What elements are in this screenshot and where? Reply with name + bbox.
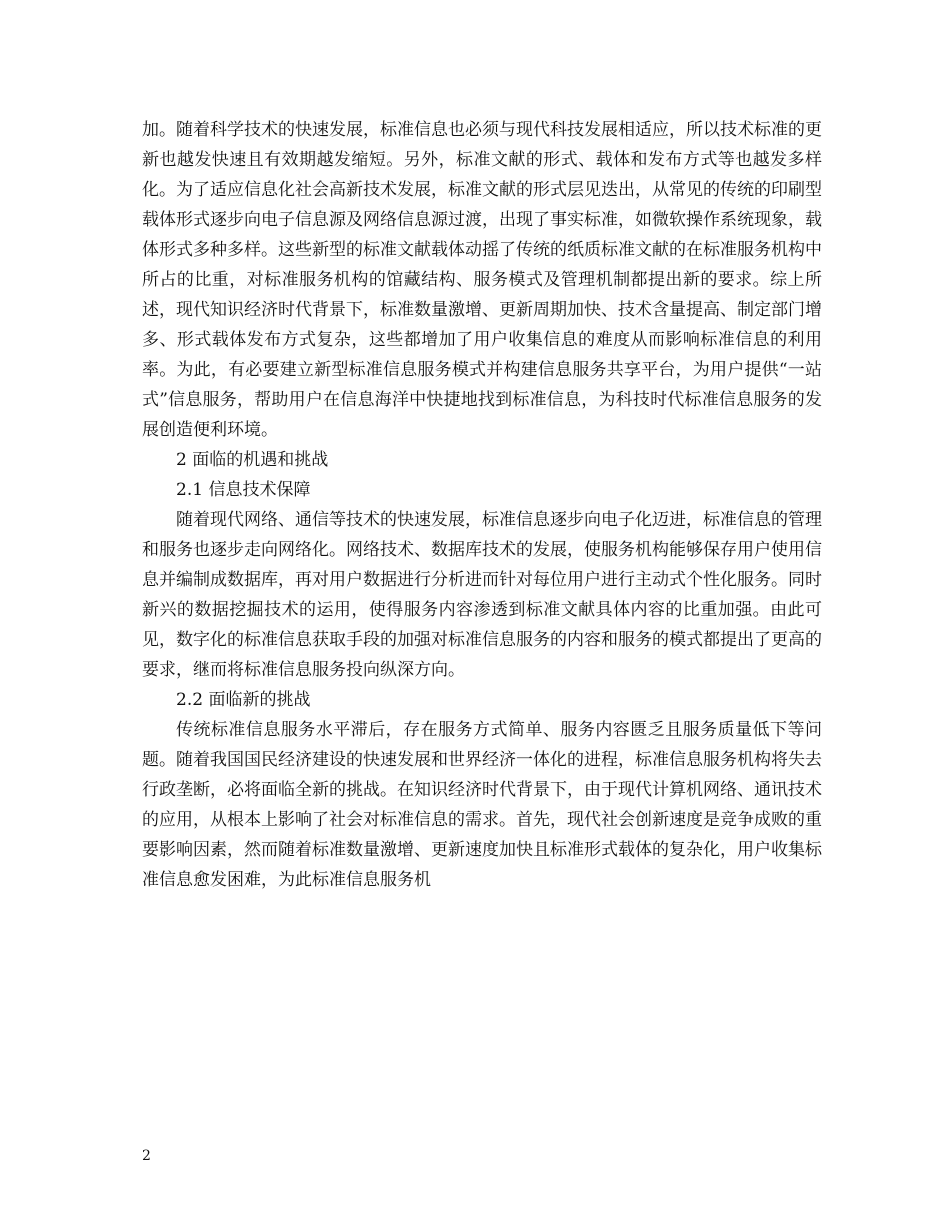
paragraph-information-technology: 随着现代网络、通信等技术的快速发展，标准信息逐步向电子化迈进，标准信息的管理和服务也逐步走向网络化。网络技术、数据库技术的发展，使服务机构能够保存用户使用信息并编制成数据库，再对用户数据进行分析进而针对每位用户进行主动式个性化服务。同时新兴的数据挖掘技术的运用，使得服务内容渗透到标准文献具体内容的比重加强。由此可见，数字化的标准信息获取手段的加强对标准信息服务的内容和服务的模式都提出了更高的要求，继而将标准信息服务投向纵深方向。 <box>142 510 822 680</box>
document-body <box>142 115 822 895</box>
subsection-heading-2-2: 2.2 面临新的挑战 <box>176 690 311 710</box>
subsection-heading-2-1: 2.1 信息技术保障 <box>176 480 311 500</box>
paragraph-new-challenges: 传统标准信息服务水平滞后，存在服务方式简单、服务内容匮乏且服务质量低下等问题。随着我国国民经济建设的快速发展和世界经济一体化的进程，标准信息服务机构将失去行政垄断，必将面临全新的挑战。在知识经济时代背景下，由于现代计算机网络、通讯技术的应用，从根本上影响了社会对标准信息的需求。首先，现代社会创新速度是竞争成败的重要影响因素，然而随着标准数量激增、更新速度加快且标准形式载体的复杂化，用户收集标准信息愈发困难，为此标准信息服务机 <box>142 720 822 890</box>
paragraph-continuation: 加。随着科学技术的快速发展，标准信息也必须与现代科技发展相适应，所以技术标准的更新也越发快速且有效期越发缩短。另外，标准文献的形式、载体和发布方式等也越发多样化。为了适应信息化社会高新技术发展，标准文献的形式层见迭出，从常见的传统的印刷型载体形式逐步向电子信息源及网络信息源过渡，出现了事实标准，如微软操作系统现象，载体形式多种多样。这些新型的标准文献载体动摇了传统的纸质标准文献的在标准服务机构中所占的比重，对标准服务机构的馆藏结构、服务模式及管理机制都提出新的要求。综上所述，现代知识经济时代背景下，标准数量激增、更新周期加快、技术含量提高、制定部门增多、形式载体发布方式复杂，这些都增加了用户收集信息的难度从而影响标准信息的利用率。为此，有必要建立新型标准信息服务模式并构建信息服务共享平台，为用户提供“一站式”信息服务，帮助用户在信息海洋中快捷地找到标准信息，为科技时代标准信息服务的发展创造便利环境。 <box>142 120 822 440</box>
section-heading-2: 2 面临的机遇和挑战 <box>176 450 329 470</box>
page-number: 2 <box>142 1148 151 1164</box>
